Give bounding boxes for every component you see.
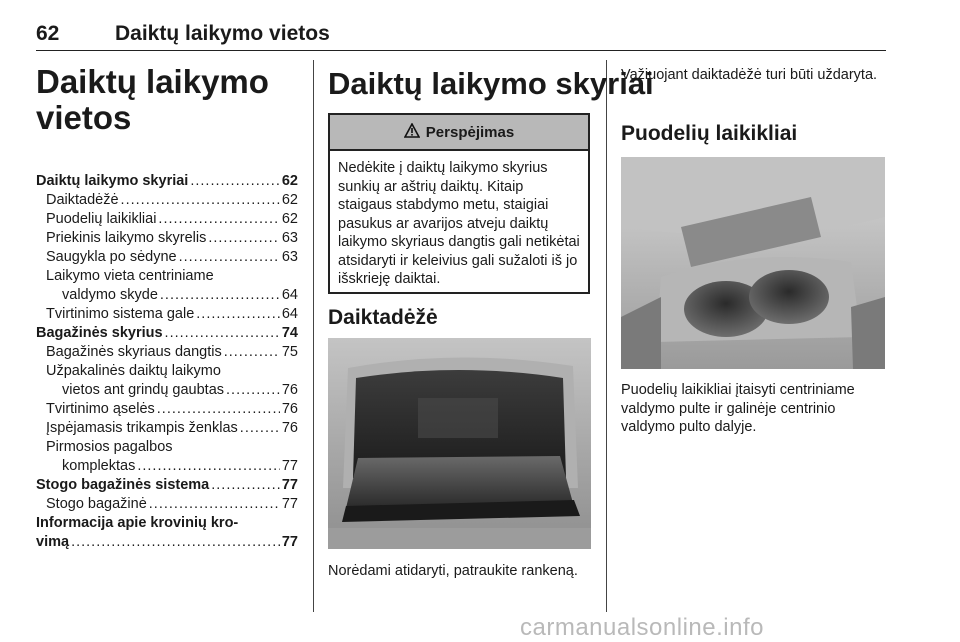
toc-entry-first-line: Užpakalinės daiktų laikymo — [46, 363, 221, 379]
toc-entry[interactable]: Puodelių laikikliai ..... 62 — [36, 210, 298, 229]
toc-entry[interactable]: Saugykla po sėdyne ..... 63 — [36, 248, 298, 267]
toc-entry[interactable]: Tvirtinimo ąselės ..... 76 — [36, 400, 298, 419]
warning-triangle-icon — [404, 123, 420, 142]
toc-entry-first-line: Pirmosios pagalbos — [46, 439, 173, 455]
toc-entry[interactable]: vietos ant grindų gaubtas ..... 76 — [36, 381, 298, 400]
toc-entry[interactable]: Stogo bagažinė ..... 77 — [36, 495, 298, 514]
toc-entry[interactable]: Daiktų laikymo skyriai ..... 62 — [36, 172, 298, 191]
toc-entry[interactable]: Įspėjamasis trikampis ženklas ..... 76 — [36, 419, 298, 438]
warning-heading: Perspėjimas — [425, 123, 515, 141]
toc-entry[interactable]: Bagažinės skyrius ..... 74 — [36, 324, 298, 343]
header-rule — [36, 50, 886, 51]
toc-entry[interactable]: valdymo skyde ..... 64 — [36, 286, 298, 305]
toc-entry[interactable]: komplektas ..... 77 — [36, 457, 298, 476]
toc-entry[interactable]: Daiktadėžė ..... 62 — [36, 191, 298, 210]
glovebox-caption: Norėdami atidaryti, patraukite rankeną. — [328, 563, 578, 579]
toc-entry[interactable]: Tvirtinimo sistema gale ..... 64 — [36, 305, 298, 324]
watermark: carmanualsonline.info — [520, 614, 764, 641]
toc-entry[interactable]: vimą ..... 77 — [36, 533, 298, 552]
page-number: 62 — [36, 22, 60, 45]
running-header-title: Daiktų laikymo vietos — [115, 22, 330, 45]
toc-entry[interactable]: Bagažinės skyriaus dangtis ..... 75 — [36, 343, 298, 362]
cupholder-caption: Puodelių laikikliai įtaisyti centriniame valdymo pulte ir galinėje centrinio valdymo pulto dalyje. — [621, 382, 855, 435]
warning-text: Nedėkite į daiktų laikymo skyrius sunkių ar aštrių daiktų. Kitaip staigaus stabdymo metu, staigiai pasukus ar avarijos atveju daiktų laikymo skyriaus dangtis gali netikėtai atsidaryti ir keleivius gali sužaloti iš jo išskrieję daiktai. — [338, 160, 580, 287]
chapter-title — [36, 64, 269, 136]
chapter-title-line-1: Daiktų laikymo — [36, 63, 269, 100]
toc-entry-first-line: Informacija apie krovinių kro- — [36, 515, 239, 531]
toc-entry[interactable]: Priekinis laikymo skyrelis ..... 63 — [36, 229, 298, 248]
column-divider-left — [313, 60, 314, 612]
table-of-contents — [36, 172, 298, 552]
column-divider-right — [606, 60, 607, 612]
chapter-title-line-2: vietos — [36, 99, 132, 136]
subsection-title: Daiktadėžė — [328, 306, 438, 329]
warning-header — [330, 115, 588, 151]
toc-entry[interactable]: Stogo bagažinės sistema ..... 77 — [36, 476, 298, 495]
glovebox-photo — [328, 338, 591, 549]
subsection-title: Puodelių laikikliai — [621, 122, 798, 145]
cupholder-photo — [621, 157, 885, 369]
intro-paragraph: Važiuojant daiktadėžė turi būti uždaryta. — [621, 67, 878, 83]
section-title: Daiktų laikymo skyriai — [328, 66, 654, 101]
warning-box — [328, 113, 590, 294]
toc-entry-first-line: Laikymo vieta centriniame — [46, 268, 214, 284]
